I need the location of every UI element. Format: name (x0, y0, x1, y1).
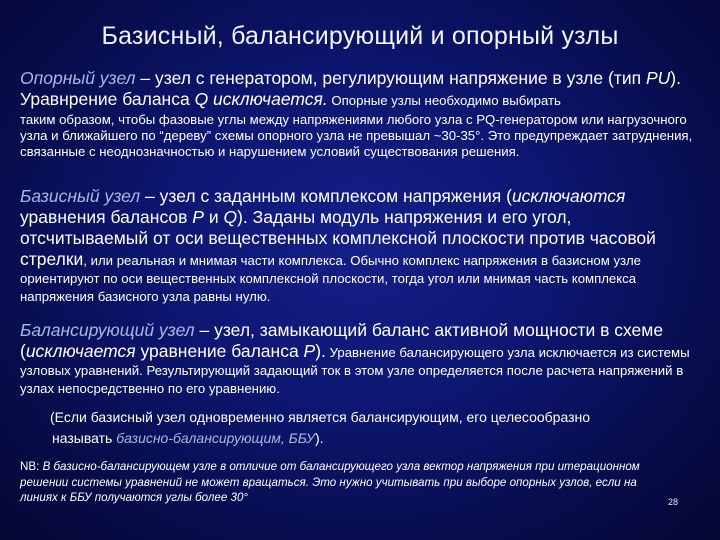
balancing-node-lead: Балансирующий узел – узел, замыкающий баланс активной мощности в схеме (исключается уравнение баланса P). (20, 320, 664, 361)
note-line-2: называть базисно-балансирующим, ББУ). (52, 430, 324, 446)
term-base-node: Базисный узел (20, 186, 141, 206)
term-reference-node: Опорный узел (20, 68, 136, 88)
term-balancing-node: Балансирующий узел (20, 320, 195, 340)
reference-node-lead: Опорный узел – узел с генератором, регулирующим напряжение в узле (тип PU). Уравнрение баланса Q исключается. (20, 68, 681, 109)
paragraph-base-node: Базисный узел – узел с заданным комплексом напряжения (исключаются уравнения балансов P и Q). Заданы модуль напряжения и его угол, отсчитываемый от оси вещественных комплексной плоскости против часовой стрелки, или реальная и мнимая части комплекса. Обычно комплекс напряжения в базисном узле ориентируют по оси вещественных комплексной плоскости, тогда угол или мнимая часть комплекса напряжения базисного узла равны нулю. (20, 186, 656, 304)
paragraph-reference-node: Опорный узел – узел с генератором, регулирующим напряжение в узле (тип PU). Уравнрение баланса Q исключается. Опорные узлы необходимо выбирать таким образом, чтобы фазовые углы между напряжениями любого узла с PQ-генератором или нагрузочного узла и ближайшего по “дереву” схемы опорного узла не превышал ~30-35°. Это предупреждает затруднения, связанные с неоднозначностью и нарушением условий существования решения. (20, 68, 704, 160)
base-node-lead: Базисный узел – узел с заданным комплексом напряжения (исключаются уравнения балансов P и Q). Заданы модуль напряжения и его угол, отсчитываемый от оси вещественных комплексной плоскости против часовой стрелки (20, 186, 656, 269)
slide-title: Базисный, балансирующий и опорный узлы (101, 22, 619, 50)
paragraph-balancing-node: Балансирующий узел – узел, замыкающий баланс активной мощности в схеме (исключается уравнение баланса P). Уравнение балансирующего узла исключается из системы узловых уравнений. Результирующий задающий ток в этом узле определяется после расчета напряжений в узлах непосредственно по его уравнению. (20, 320, 690, 396)
reference-node-details: таким образом, чтобы фазовые углы между напряжениями любого узла с PQ-генератором или нагрузочного узла и ближайшего по “дереву” схемы опорного узла не превышал ~30-35°. Это предупреждает затруднения, связанные с неоднозначностью и нарушением условий существования решения. (20, 112, 693, 159)
term-base-balancing: базисно-балансирующим, ББУ (116, 430, 315, 446)
nb-note: NB: В базисно-балансирующем узле в отличие от балансирующего узла вектор напряжения при итерационном решении системы уравнений не может вращаться. Это нужно учитывать при выборе опорных узлов, если на линиях к ББУ получаются углы более 30° (20, 460, 640, 504)
note-line-1: (Если базисный узел одновременно является балансирующим, его целесообразно (50, 409, 591, 425)
page-number: 28 (667, 497, 678, 507)
